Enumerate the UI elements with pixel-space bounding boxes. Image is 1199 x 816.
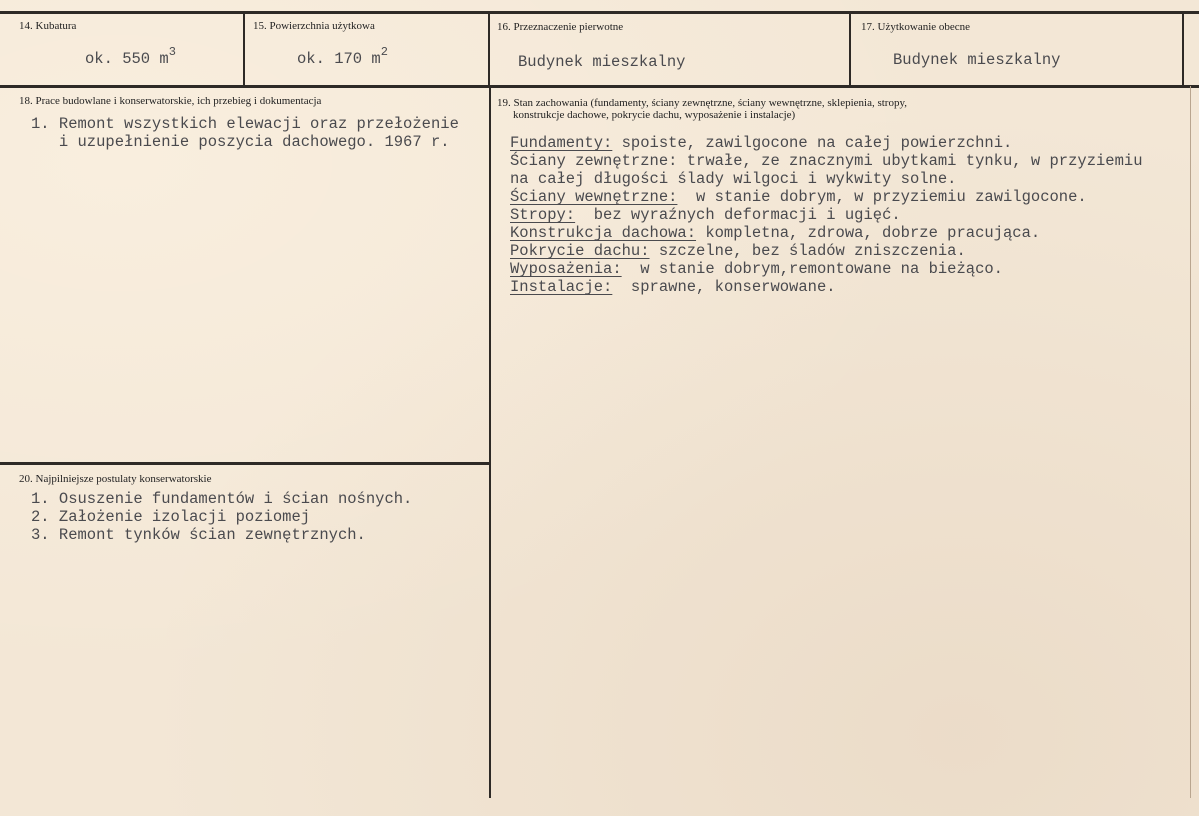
stan-heading: Pokrycie dachu: bbox=[510, 242, 650, 260]
stan-detail: spoiste, zawilgocone na całej powierzchni. bbox=[612, 134, 1013, 152]
row1-bottom-border bbox=[0, 85, 1199, 88]
prace-line-2: i uzupełnienie poszycia dachowego. 1967 r. bbox=[31, 133, 450, 151]
kubatura-unit-sup: 3 bbox=[168, 45, 176, 59]
field-16-value: Budynek mieszkalny bbox=[518, 53, 686, 71]
field-18-label: 18. Prace budowlane i konserwatorskie, ich przebieg i dokumentacja bbox=[19, 95, 322, 107]
field-17-value: Budynek mieszkalny bbox=[893, 51, 1061, 69]
stan-detail: w stanie dobrym,remontowane na bieżąco. bbox=[621, 260, 1003, 278]
field-15-value bbox=[297, 45, 388, 69]
field-14-label: 14. Kubatura bbox=[19, 20, 77, 32]
stan-heading: Instalacje: bbox=[510, 278, 613, 296]
divider-17-right bbox=[1182, 11, 1184, 86]
stan-heading: Fundamenty: bbox=[510, 134, 613, 152]
stan-heading: Konstrukcja dachowa: bbox=[510, 224, 697, 242]
stan-row bbox=[510, 134, 1143, 152]
stan-row bbox=[510, 188, 1143, 206]
field-20-label: 20. Najpilniejsze postulaty konserwatorskie bbox=[19, 473, 212, 485]
stan-detail: w stanie dobrym, w przyziemiu zawilgocone. bbox=[677, 188, 1087, 206]
stan-heading: Ściany wewnętrzne: bbox=[510, 188, 678, 206]
stan-row bbox=[510, 152, 1143, 170]
field-14-value bbox=[85, 45, 176, 69]
divider-main-vertical bbox=[489, 86, 491, 798]
right-edge-line bbox=[1190, 86, 1191, 798]
stan-row bbox=[510, 224, 1143, 242]
postulat-line-1: 1. Osuszenie fundamentów i ścian nośnych. bbox=[31, 490, 413, 508]
divider-14-15 bbox=[243, 11, 245, 86]
postulaty-text bbox=[31, 490, 412, 544]
powierzchnia-unit-sup: 2 bbox=[380, 45, 388, 59]
stan-text bbox=[510, 134, 1143, 296]
stan-detail: bez wyraźnych deformacji i ugięć. bbox=[575, 206, 901, 224]
stan-detail: kompletna, zdrowa, dobrze pracująca. bbox=[696, 224, 1041, 242]
field-19-label-line1: 19. Stan zachowania (fundamenty, ściany zewnętrzne, ściany wewnętrzne, sklepienia, stropy, bbox=[497, 97, 908, 109]
postulat-line-2: 2. Założenie izolacji poziomej bbox=[31, 508, 311, 526]
divider-16-17 bbox=[849, 11, 851, 86]
field-16-label: 16. Przeznaczenie pierwotne bbox=[497, 21, 624, 33]
field-15-label: 15. Powierzchnia użytkowa bbox=[253, 20, 375, 32]
top-border bbox=[0, 11, 1199, 14]
stan-row bbox=[510, 242, 1143, 260]
field-19-label-line2: konstrukcje dachowe, pokrycie dachu, wyposażenie i instalacje) bbox=[513, 109, 796, 121]
stan-row bbox=[510, 278, 1143, 296]
prace-line-1: 1. Remont wszystkich elewacji oraz przełożenie bbox=[31, 115, 459, 133]
stan-row bbox=[510, 170, 1143, 188]
stan-heading: Wyposażenia: bbox=[510, 260, 622, 278]
stan-detail: Ściany zewnętrzne: trwałe, ze znacznymi ubytkami tynku, w przyziemiu bbox=[510, 152, 1143, 170]
field-17-label: 17. Użytkowanie obecne bbox=[861, 21, 971, 33]
postulat-line-3: 3. Remont tynków ścian zewnętrznych. bbox=[31, 526, 366, 544]
stan-row bbox=[510, 260, 1143, 278]
stan-row bbox=[510, 206, 1143, 224]
kubatura-value: ok. 550 m bbox=[85, 50, 169, 68]
divider-15-16 bbox=[488, 11, 490, 86]
stan-detail: sprawne, konserwowane. bbox=[612, 278, 836, 296]
powierzchnia-value: ok. 170 m bbox=[297, 50, 381, 68]
stan-detail: szczelne, bez śladów zniszczenia. bbox=[649, 242, 966, 260]
prace-text bbox=[31, 115, 459, 151]
stan-detail: na całej długości ślady wilgoci i wykwity solne. bbox=[510, 170, 957, 188]
divider-18-20 bbox=[0, 462, 490, 465]
stan-heading: Stropy: bbox=[510, 206, 576, 224]
